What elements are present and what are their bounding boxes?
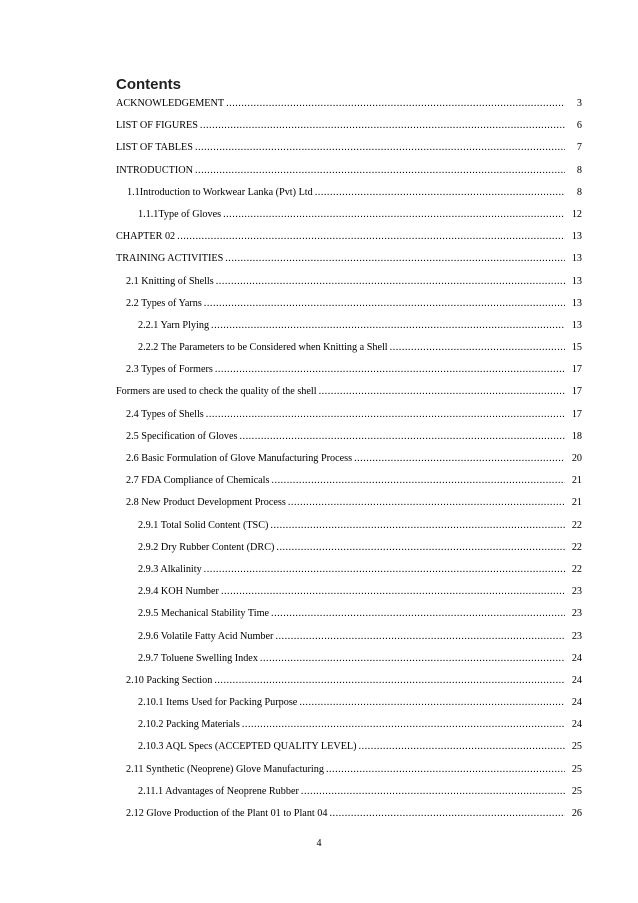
toc-entry-label: 2.9.6 Volatile Fatty Acid Number bbox=[138, 630, 274, 642]
toc-entry[interactable] bbox=[0, 806, 638, 828]
toc-leader-dots bbox=[260, 651, 565, 667]
toc-entry-line bbox=[138, 562, 582, 578]
toc-entry[interactable] bbox=[0, 762, 638, 784]
toc-entry-page: 3 bbox=[576, 98, 582, 109]
toc-leader-dots bbox=[221, 584, 565, 600]
toc-entry-page: 13 bbox=[571, 275, 582, 287]
toc-leader-dots bbox=[216, 274, 565, 290]
toc-entry-line bbox=[126, 362, 582, 378]
toc-entry[interactable] bbox=[0, 717, 638, 739]
toc-entry-page: 24 bbox=[571, 719, 582, 731]
toc-leader-dots bbox=[275, 629, 565, 645]
toc-entry[interactable] bbox=[0, 739, 638, 761]
toc-entry[interactable] bbox=[0, 495, 638, 517]
toc-entry-label: INTRODUCTION bbox=[116, 164, 193, 176]
toc-leader-dots bbox=[195, 163, 565, 179]
toc-entry-label: 2.9.2 Dry Rubber Content (DRC) bbox=[138, 541, 275, 553]
table-of-contents bbox=[0, 96, 638, 828]
toc-entry[interactable] bbox=[0, 340, 638, 362]
toc-leader-dots bbox=[177, 229, 565, 245]
toc-entry-number: 1.1.1 bbox=[138, 208, 159, 220]
toc-entry-line bbox=[116, 140, 582, 156]
toc-entry-line bbox=[138, 340, 582, 356]
toc-leader-dots bbox=[226, 96, 565, 112]
toc-entry-label: 2.2.1 Yarn Plying bbox=[138, 319, 210, 331]
toc-entry-line bbox=[126, 673, 582, 689]
toc-entry-page: 24 bbox=[571, 697, 582, 709]
toc-leader-dots bbox=[315, 185, 565, 201]
toc-entry-page: 23 bbox=[571, 630, 582, 642]
toc-leader-dots bbox=[214, 673, 565, 689]
toc-entry-line bbox=[116, 163, 582, 179]
toc-entry-line bbox=[138, 784, 582, 800]
toc-entry[interactable] bbox=[0, 451, 638, 473]
toc-entry-line bbox=[126, 429, 582, 445]
toc-entry-page: 26 bbox=[571, 808, 582, 819]
toc-entry[interactable] bbox=[0, 673, 638, 695]
toc-entry-line bbox=[138, 518, 582, 534]
toc-leader-dots bbox=[271, 606, 565, 622]
toc-entry-page: 7 bbox=[576, 142, 582, 154]
toc-leader-dots bbox=[223, 207, 565, 223]
toc-entry-page: 24 bbox=[571, 652, 582, 664]
toc-entry[interactable] bbox=[0, 229, 638, 251]
toc-entry[interactable] bbox=[0, 362, 638, 384]
toc-entry-label: 2.10.1 Items Used for Packing Purpose bbox=[138, 697, 298, 709]
toc-entry-page: 21 bbox=[571, 475, 582, 487]
toc-entry-page: 22 bbox=[571, 563, 582, 575]
toc-entry[interactable] bbox=[0, 185, 638, 207]
toc-entry[interactable] bbox=[0, 407, 638, 429]
toc-entry-label: 2.4 Types of Shells bbox=[126, 408, 204, 420]
toc-entry-label: 2.9.4 KOH Number bbox=[138, 586, 219, 598]
toc-entry-page: 8 bbox=[576, 164, 582, 176]
toc-entry-label: 2.12 Glove Production of the Plant 01 to Plant 04 bbox=[126, 808, 328, 819]
toc-entry-label: 2.9.1 Total Solid Content (TSC) bbox=[138, 519, 269, 531]
toc-leader-dots bbox=[195, 140, 565, 156]
toc-entry-number: 1.1 bbox=[127, 186, 140, 198]
toc-entry-page: 13 bbox=[571, 253, 582, 265]
toc-leader-dots bbox=[288, 495, 565, 511]
toc-entry-page: 24 bbox=[571, 674, 582, 686]
toc-entry-label: 2.2 Types of Yarns bbox=[126, 297, 202, 309]
toc-entry-label: 2.10.3 AQL Specs (ACCEPTED QUALITY LEVEL) bbox=[138, 741, 357, 753]
toc-entry[interactable] bbox=[0, 207, 638, 229]
toc-entry-line bbox=[116, 118, 582, 134]
toc-leader-dots bbox=[204, 562, 565, 578]
toc-entry-page: 17 bbox=[571, 408, 582, 420]
toc-entry-label: Type of Gloves bbox=[158, 208, 222, 220]
toc-entry-label: TRAINING ACTIVITIES bbox=[116, 253, 224, 265]
toc-leader-dots bbox=[276, 540, 565, 556]
toc-entry-line bbox=[126, 274, 582, 290]
toc-leader-dots bbox=[211, 318, 565, 334]
toc-entry-label: 2.5 Specification of Gloves bbox=[126, 430, 238, 442]
toc-entry-page: 8 bbox=[576, 186, 582, 198]
toc-entry-line bbox=[138, 629, 582, 645]
toc-leader-dots bbox=[215, 362, 565, 378]
toc-leader-dots bbox=[204, 296, 565, 312]
toc-entry-line bbox=[138, 540, 582, 556]
toc-entry-label: 2.3 Types of Formers bbox=[126, 364, 213, 376]
toc-entry-page: 13 bbox=[571, 319, 582, 331]
toc-entry-page: 20 bbox=[571, 453, 582, 464]
toc-entry-page: 17 bbox=[571, 386, 582, 398]
toc-entry-line bbox=[126, 296, 582, 312]
toc-entry-line bbox=[126, 451, 582, 467]
toc-leader-dots bbox=[301, 784, 565, 800]
toc-entry[interactable] bbox=[0, 296, 638, 318]
toc-entry-line bbox=[116, 96, 582, 112]
toc-entry-label: 2.8 New Product Development Process bbox=[126, 497, 286, 509]
toc-entry-line bbox=[138, 717, 582, 733]
toc-entry[interactable] bbox=[0, 429, 638, 451]
toc-entry[interactable] bbox=[0, 96, 638, 118]
toc-entry-label: LIST OF FIGURES bbox=[116, 120, 198, 132]
toc-entry[interactable] bbox=[0, 384, 638, 406]
toc-entry-label: 2.10 Packing Section bbox=[126, 674, 213, 686]
toc-entry[interactable] bbox=[0, 118, 638, 140]
toc-entry-page: 13 bbox=[571, 231, 582, 243]
toc-entry-page: 12 bbox=[571, 208, 582, 220]
contents-heading: Contents bbox=[116, 76, 181, 93]
toc-entry-label: 2.6 Basic Formulation of Glove Manufacturing Process bbox=[126, 453, 353, 464]
toc-entry-page: 21 bbox=[571, 497, 582, 509]
toc-entry-label: 2.11 Synthetic (Neoprene) Glove Manufacturing bbox=[126, 763, 324, 775]
toc-entry[interactable] bbox=[0, 784, 638, 806]
toc-entry-page: 17 bbox=[571, 364, 582, 376]
toc-leader-dots bbox=[239, 429, 565, 445]
toc-leader-dots bbox=[359, 739, 565, 755]
toc-leader-dots bbox=[242, 717, 565, 733]
toc-entry-page: 22 bbox=[571, 519, 582, 531]
toc-entry-page: 25 bbox=[571, 763, 582, 775]
toc-entry[interactable] bbox=[0, 473, 638, 495]
toc-entry-line bbox=[116, 384, 582, 400]
toc-entry-page: 13 bbox=[571, 297, 582, 309]
toc-entry[interactable] bbox=[0, 695, 638, 717]
toc-entry-line bbox=[138, 739, 582, 755]
toc-entry-line bbox=[126, 762, 582, 778]
toc-entry-label: Introduction to Workwear Lanka (Pvt) Ltd bbox=[139, 186, 313, 198]
toc-entry[interactable] bbox=[0, 562, 638, 584]
toc-entry-page: 18 bbox=[571, 430, 582, 442]
toc-entry-label: 2.7 FDA Compliance of Chemicals bbox=[126, 475, 270, 487]
toc-entry-line bbox=[138, 207, 582, 223]
toc-entry-line bbox=[116, 229, 582, 245]
toc-leader-dots bbox=[329, 806, 565, 822]
toc-entry-page: 23 bbox=[571, 586, 582, 598]
toc-entry-label: 2.9.3 Alkalinity bbox=[138, 563, 202, 575]
toc-entry[interactable] bbox=[0, 274, 638, 296]
toc-entry-page: 23 bbox=[571, 608, 582, 620]
toc-entry-page: 25 bbox=[571, 741, 582, 753]
toc-entry[interactable] bbox=[0, 540, 638, 562]
toc-leader-dots bbox=[319, 384, 565, 400]
toc-entry-line bbox=[138, 318, 582, 334]
toc-entry[interactable] bbox=[0, 606, 638, 628]
toc-entry-line bbox=[138, 695, 582, 711]
toc-entry-label: 2.10.2 Packing Materials bbox=[138, 719, 240, 731]
toc-entry[interactable] bbox=[0, 629, 638, 651]
toc-leader-dots bbox=[206, 407, 565, 423]
toc-leader-dots bbox=[271, 473, 565, 489]
page-number: 4 bbox=[316, 838, 322, 849]
toc-entry[interactable] bbox=[0, 584, 638, 606]
toc-entry-line bbox=[126, 806, 582, 822]
toc-entry[interactable] bbox=[0, 651, 638, 673]
toc-entry-label: 2.9.7 Toluene Swelling Index bbox=[138, 652, 258, 664]
toc-entry-line bbox=[126, 495, 582, 511]
toc-entry-label: ACKNOWLEDGEMENT bbox=[116, 98, 225, 109]
toc-entry-label: 2.1 Knitting of Shells bbox=[126, 275, 214, 287]
toc-entry-line bbox=[126, 473, 582, 489]
toc-entry-label: 2.11.1 Advantages of Neoprene Rubber bbox=[138, 785, 299, 797]
toc-leader-dots bbox=[390, 340, 565, 356]
toc-entry-line bbox=[138, 606, 582, 622]
toc-entry-page: 22 bbox=[571, 541, 582, 553]
toc-entry-label: LIST OF TABLES bbox=[116, 142, 193, 154]
toc-entry-label: 2.2.2 The Parameters to be Considered when Knitting a Shell bbox=[138, 342, 388, 354]
toc-entry-line bbox=[127, 185, 582, 201]
toc-entry[interactable] bbox=[0, 318, 638, 340]
toc-entry-line bbox=[126, 407, 582, 423]
toc-entry[interactable] bbox=[0, 163, 638, 185]
toc-leader-dots bbox=[225, 251, 565, 267]
toc-entry-line bbox=[138, 651, 582, 667]
toc-entry-page: 25 bbox=[571, 785, 582, 797]
toc-leader-dots bbox=[200, 118, 565, 134]
toc-entry-label: CHAPTER 02 bbox=[116, 231, 176, 243]
toc-entry-page: 15 bbox=[571, 342, 582, 354]
toc-leader-dots bbox=[354, 451, 565, 467]
toc-entry-line bbox=[116, 251, 582, 267]
toc-entry-label: Formers are used to check the quality of the shell bbox=[116, 386, 317, 398]
toc-leader-dots bbox=[299, 695, 565, 711]
toc-entry-page: 6 bbox=[576, 120, 582, 132]
toc-entry-label: 2.9.5 Mechanical Stability Time bbox=[138, 608, 270, 620]
toc-entry[interactable] bbox=[0, 251, 638, 273]
toc-leader-dots bbox=[326, 762, 565, 778]
toc-entry-line bbox=[138, 584, 582, 600]
toc-leader-dots bbox=[270, 518, 565, 534]
toc-entry[interactable] bbox=[0, 518, 638, 540]
toc-entry[interactable] bbox=[0, 140, 638, 162]
